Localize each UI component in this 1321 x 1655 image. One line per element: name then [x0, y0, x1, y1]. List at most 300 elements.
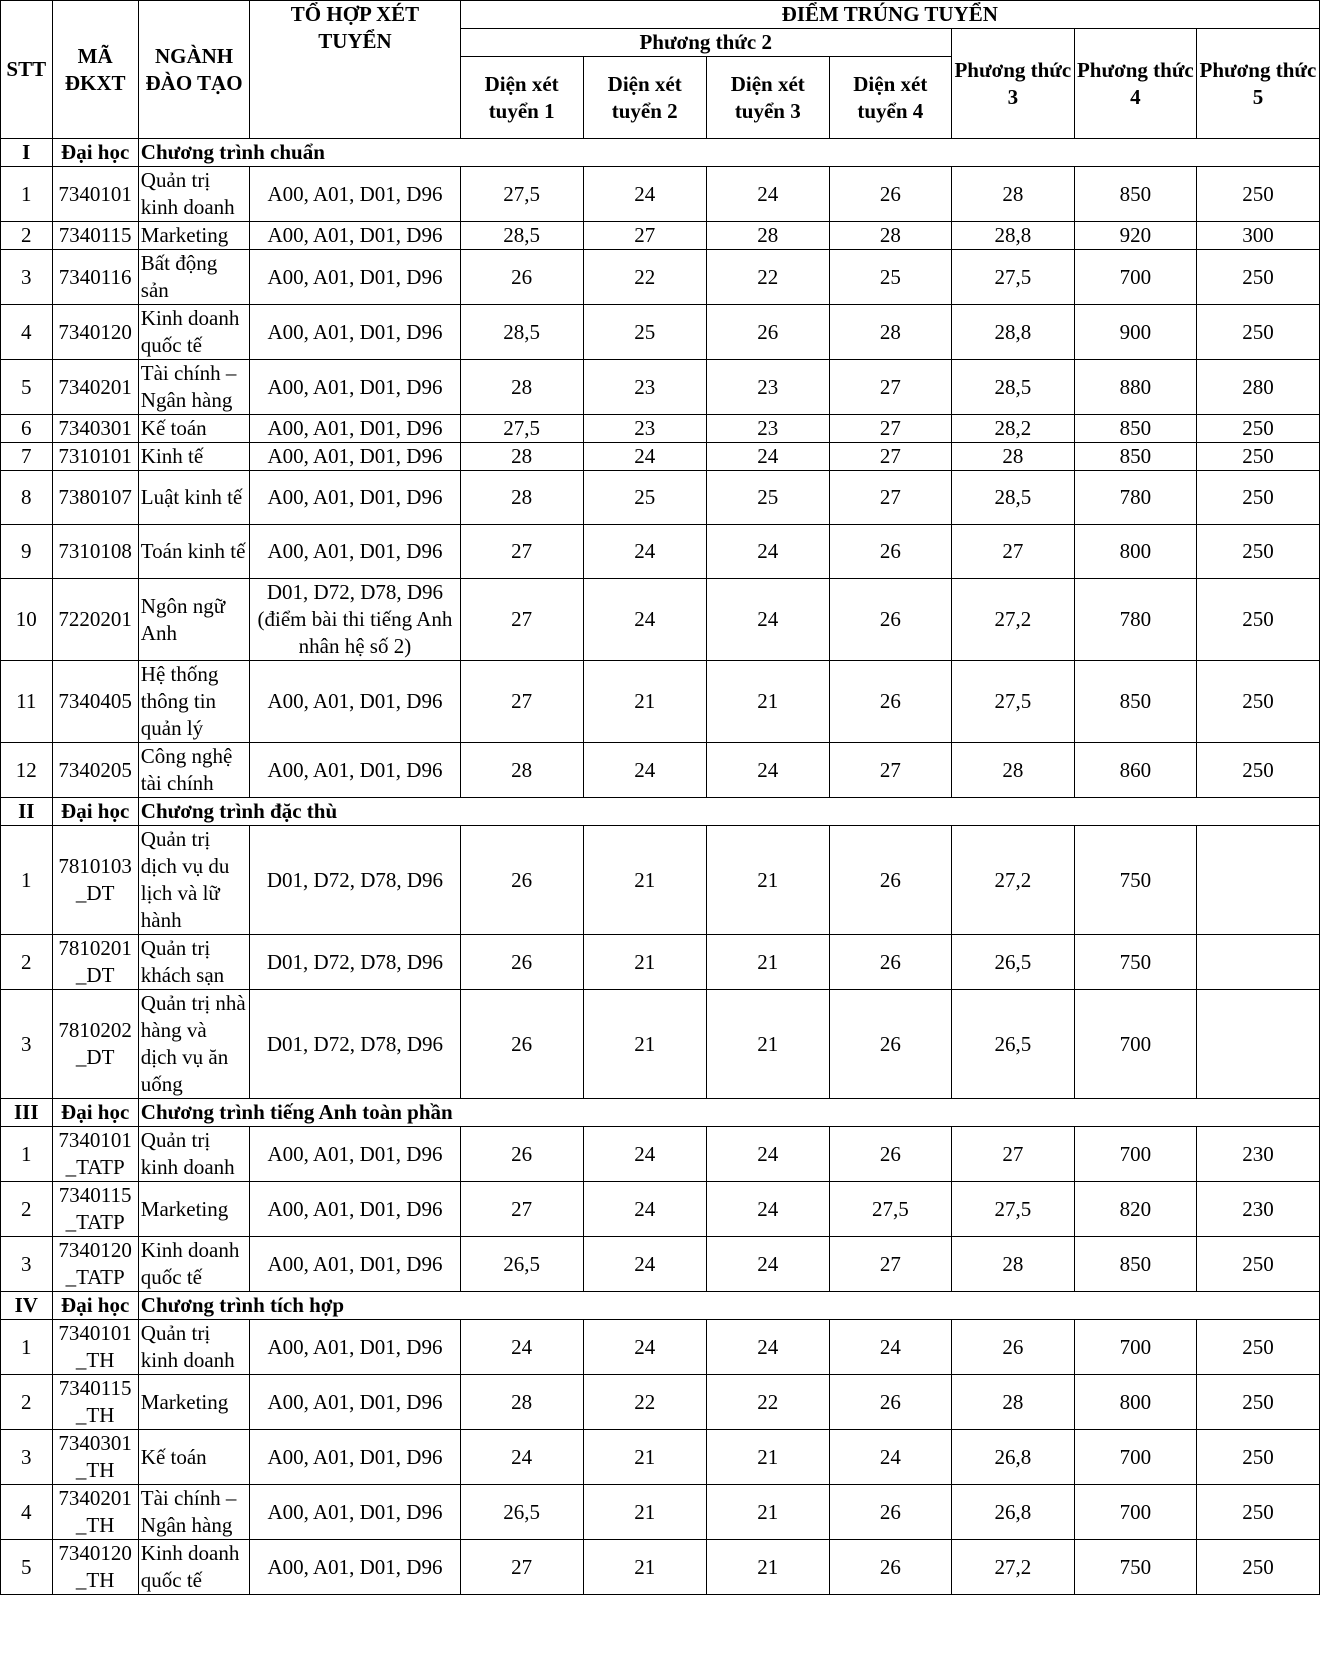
- cell-d1: 28,5: [460, 305, 583, 360]
- cell-stt: 10: [1, 579, 53, 661]
- table-row: [1, 743, 1320, 798]
- cell-stt: 1: [1, 826, 53, 935]
- cell-p5: 250: [1196, 1430, 1319, 1485]
- cell-ma: 7340201 _TH: [52, 1485, 138, 1540]
- cell-p3: 27: [951, 525, 1074, 579]
- cell-stt: 9: [1, 525, 53, 579]
- cell-tohop: D01, D72, D78, D96: [250, 990, 460, 1099]
- header-phuong-thuc-4: Phương thức 4: [1074, 29, 1196, 139]
- cell-p5: 250: [1196, 579, 1319, 661]
- cell-ma: 7810202 _DT: [52, 990, 138, 1099]
- section-number: III: [1, 1099, 53, 1127]
- cell-d3: 24: [706, 1182, 829, 1237]
- cell-tohop: A00, A01, D01, D96: [250, 1485, 460, 1540]
- header-phuong-thuc-2: Phương thức 2: [460, 29, 951, 57]
- cell-p3: 27,2: [951, 579, 1074, 661]
- cell-d3: 21: [706, 1430, 829, 1485]
- cell-p3: 27: [951, 1127, 1074, 1182]
- cell-nganh: Toán kinh tế: [138, 525, 249, 579]
- cell-d1: 27: [460, 1182, 583, 1237]
- table-row: [1, 1430, 1320, 1485]
- cell-p3: 28: [951, 443, 1074, 471]
- cell-p4: 850: [1074, 443, 1196, 471]
- section-number: IV: [1, 1292, 53, 1320]
- cell-p5: 250: [1196, 1320, 1319, 1375]
- cell-d2: 24: [583, 525, 706, 579]
- section-number: II: [1, 798, 53, 826]
- cell-p5: 300: [1196, 222, 1319, 250]
- cell-tohop: A00, A01, D01, D96: [250, 1127, 460, 1182]
- cell-tohop: A00, A01, D01, D96: [250, 167, 460, 222]
- cell-p5: 250: [1196, 1237, 1319, 1292]
- cell-d1: 26: [460, 826, 583, 935]
- cell-d4: 26: [829, 1127, 951, 1182]
- cell-p4: 700: [1074, 1320, 1196, 1375]
- table-row: [1, 443, 1320, 471]
- cell-p4: 700: [1074, 990, 1196, 1099]
- cell-ma: 7810103 _DT: [52, 826, 138, 935]
- cell-d4: 27: [829, 443, 951, 471]
- table-row: [1, 360, 1320, 415]
- cell-d1: 26: [460, 990, 583, 1099]
- cell-tohop: D01, D72, D78, D96 (điểm bài thi tiếng Anh nhân hệ số 2): [250, 579, 460, 661]
- cell-p3: 27,5: [951, 250, 1074, 305]
- cell-p5: 250: [1196, 1375, 1319, 1430]
- header-phuong-thuc-5: Phương thức 5: [1196, 29, 1319, 139]
- cell-p3: 28,5: [951, 360, 1074, 415]
- cell-p4: 850: [1074, 1237, 1196, 1292]
- cell-d2: 24: [583, 1127, 706, 1182]
- cell-d2: 21: [583, 661, 706, 743]
- table-body: [1, 139, 1320, 1595]
- cell-p5: 250: [1196, 661, 1319, 743]
- cell-d2: 21: [583, 1430, 706, 1485]
- cell-ma: 7340115: [52, 222, 138, 250]
- cell-p3: 26,8: [951, 1485, 1074, 1540]
- cell-d4: 28: [829, 305, 951, 360]
- cell-d2: 24: [583, 167, 706, 222]
- cell-ma: 7340120: [52, 305, 138, 360]
- cell-tohop: A00, A01, D01, D96: [250, 305, 460, 360]
- cell-ma: 7340201: [52, 360, 138, 415]
- cell-p3: 26: [951, 1320, 1074, 1375]
- cell-p4: 850: [1074, 167, 1196, 222]
- cell-stt: 7: [1, 443, 53, 471]
- cell-d1: 28: [460, 471, 583, 525]
- section-row: [1, 798, 1320, 826]
- cell-d2: 25: [583, 471, 706, 525]
- cell-d4: 26: [829, 661, 951, 743]
- section-title: Chương trình đặc thù: [138, 798, 1319, 826]
- cell-d3: 24: [706, 579, 829, 661]
- table-row: [1, 661, 1320, 743]
- section-level: Đại học: [52, 1292, 138, 1320]
- cell-tohop: A00, A01, D01, D96: [250, 415, 460, 443]
- cell-d2: 24: [583, 1320, 706, 1375]
- cell-d2: 24: [583, 1182, 706, 1237]
- cell-stt: 4: [1, 305, 53, 360]
- cell-d2: 21: [583, 1540, 706, 1595]
- cell-p4: 920: [1074, 222, 1196, 250]
- cell-p5: 250: [1196, 471, 1319, 525]
- cell-ma: 7380107: [52, 471, 138, 525]
- table-row: [1, 222, 1320, 250]
- cell-ma: 7340120 _TATP: [52, 1237, 138, 1292]
- cell-p3: 28,8: [951, 305, 1074, 360]
- cell-d1: 28,5: [460, 222, 583, 250]
- cell-p4: 820: [1074, 1182, 1196, 1237]
- table-row: [1, 471, 1320, 525]
- cell-d3: 21: [706, 826, 829, 935]
- cell-nganh: Kinh doanh quốc tế: [138, 1237, 249, 1292]
- cell-d4: 28: [829, 222, 951, 250]
- cell-ma: 7340116: [52, 250, 138, 305]
- table-row: [1, 1127, 1320, 1182]
- cell-d4: 26: [829, 1485, 951, 1540]
- cell-d3: 24: [706, 1127, 829, 1182]
- cell-nganh: Kế toán: [138, 1430, 249, 1485]
- section-row: [1, 139, 1320, 167]
- cell-tohop: A00, A01, D01, D96: [250, 743, 460, 798]
- cell-d4: 24: [829, 1320, 951, 1375]
- header-dien-xet-tuyen-4: Diện xét tuyển 4: [829, 57, 951, 139]
- cell-nganh: Quản trị kinh doanh: [138, 167, 249, 222]
- cell-d3: 28: [706, 222, 829, 250]
- cell-d3: 22: [706, 1375, 829, 1430]
- table-row: [1, 305, 1320, 360]
- section-row: [1, 1099, 1320, 1127]
- cell-d1: 28: [460, 743, 583, 798]
- section-level: Đại học: [52, 1099, 138, 1127]
- cell-tohop: A00, A01, D01, D96: [250, 222, 460, 250]
- cell-stt: 2: [1, 222, 53, 250]
- cell-d1: 27: [460, 579, 583, 661]
- table-row: [1, 1237, 1320, 1292]
- cell-d2: 21: [583, 826, 706, 935]
- cell-d1: 24: [460, 1320, 583, 1375]
- cell-d3: 23: [706, 415, 829, 443]
- cell-ma: 7340120 _TH: [52, 1540, 138, 1595]
- section-title: Chương trình tích hợp: [138, 1292, 1319, 1320]
- cell-nganh: Marketing: [138, 1182, 249, 1237]
- cell-p4: 700: [1074, 1485, 1196, 1540]
- cell-d1: 26,5: [460, 1237, 583, 1292]
- cell-stt: 1: [1, 1320, 53, 1375]
- cell-d1: 27: [460, 661, 583, 743]
- cell-ma: 7810201 _DT: [52, 935, 138, 990]
- cell-p4: 750: [1074, 1540, 1196, 1595]
- cell-ma: 7340115 _TATP: [52, 1182, 138, 1237]
- cell-d4: 26: [829, 826, 951, 935]
- cell-d1: 27: [460, 1540, 583, 1595]
- cell-tohop: D01, D72, D78, D96: [250, 935, 460, 990]
- cell-nganh: Quản trị nhà hàng và dịch vụ ăn uống: [138, 990, 249, 1099]
- cell-d1: 26: [460, 935, 583, 990]
- cell-stt: 8: [1, 471, 53, 525]
- table-row: [1, 935, 1320, 990]
- cell-p4: 860: [1074, 743, 1196, 798]
- cell-ma: 7340101 _TATP: [52, 1127, 138, 1182]
- table-row: [1, 167, 1320, 222]
- cell-d1: 26: [460, 250, 583, 305]
- cell-nganh: Quản trị kinh doanh: [138, 1127, 249, 1182]
- cell-d1: 26,5: [460, 1485, 583, 1540]
- cell-tohop: A00, A01, D01, D96: [250, 250, 460, 305]
- cell-stt: 2: [1, 1182, 53, 1237]
- cell-nganh: Kinh doanh quốc tế: [138, 305, 249, 360]
- cell-p3: 26,5: [951, 990, 1074, 1099]
- cell-d4: 24: [829, 1430, 951, 1485]
- table-row: [1, 1320, 1320, 1375]
- cell-stt: 1: [1, 167, 53, 222]
- cell-ma: 7340301 _TH: [52, 1430, 138, 1485]
- cell-ma: 7340101 _TH: [52, 1320, 138, 1375]
- cell-d4: 27: [829, 471, 951, 525]
- cell-stt: 6: [1, 415, 53, 443]
- cell-ma: 7340115 _TH: [52, 1375, 138, 1430]
- cell-d4: 26: [829, 525, 951, 579]
- cell-d4: 27: [829, 1237, 951, 1292]
- cell-p5: 280: [1196, 360, 1319, 415]
- cell-nganh: Quản trị kinh doanh: [138, 1320, 249, 1375]
- section-number: I: [1, 139, 53, 167]
- cell-p4: 700: [1074, 1430, 1196, 1485]
- table-row: [1, 826, 1320, 935]
- cell-p4: 700: [1074, 250, 1196, 305]
- cell-d2: 27: [583, 222, 706, 250]
- cell-d3: 24: [706, 525, 829, 579]
- cell-p4: 900: [1074, 305, 1196, 360]
- cell-stt: 5: [1, 360, 53, 415]
- cell-ma: 7340205: [52, 743, 138, 798]
- cell-d3: 21: [706, 661, 829, 743]
- table-row: [1, 1375, 1320, 1430]
- cell-p5: 250: [1196, 443, 1319, 471]
- cell-nganh: Kinh tế: [138, 443, 249, 471]
- cell-d2: 24: [583, 443, 706, 471]
- cell-d1: 27: [460, 525, 583, 579]
- section-title: Chương trình tiếng Anh toàn phần: [138, 1099, 1319, 1127]
- cell-d2: 24: [583, 743, 706, 798]
- cell-nganh: Luật kinh tế: [138, 471, 249, 525]
- cell-tohop: A00, A01, D01, D96: [250, 1540, 460, 1595]
- cell-ma: 7310108: [52, 525, 138, 579]
- cell-tohop: A00, A01, D01, D96: [250, 1430, 460, 1485]
- cell-p4: 800: [1074, 1375, 1196, 1430]
- cell-stt: 2: [1, 935, 53, 990]
- cell-d4: 26: [829, 990, 951, 1099]
- cell-tohop: A00, A01, D01, D96: [250, 1182, 460, 1237]
- cell-d3: 24: [706, 1320, 829, 1375]
- cell-d4: 26: [829, 579, 951, 661]
- cell-nganh: Quản trị dịch vụ du lịch và lữ hành: [138, 826, 249, 935]
- cell-d4: 27,5: [829, 1182, 951, 1237]
- cell-nganh: Ngôn ngữ Anh: [138, 579, 249, 661]
- cell-stt: 3: [1, 1237, 53, 1292]
- cell-p3: 27,5: [951, 661, 1074, 743]
- cell-p3: 27,5: [951, 1182, 1074, 1237]
- cell-p4: 850: [1074, 415, 1196, 443]
- cell-p3: 28,8: [951, 222, 1074, 250]
- cell-d3: 25: [706, 471, 829, 525]
- cell-d1: 24: [460, 1430, 583, 1485]
- cell-tohop: A00, A01, D01, D96: [250, 1237, 460, 1292]
- cell-stt: 2: [1, 1375, 53, 1430]
- cell-tohop: A00, A01, D01, D96: [250, 661, 460, 743]
- cell-ma: 7310101: [52, 443, 138, 471]
- cell-nganh: Tài chính – Ngân hàng: [138, 1485, 249, 1540]
- cell-p3: 28,2: [951, 415, 1074, 443]
- cell-p3: 28,5: [951, 471, 1074, 525]
- cell-ma: 7220201: [52, 579, 138, 661]
- cell-p4: 850: [1074, 661, 1196, 743]
- cell-p3: 26,5: [951, 935, 1074, 990]
- table-row: [1, 990, 1320, 1099]
- header-dien-xet-tuyen-2: Diện xét tuyển 2: [583, 57, 706, 139]
- cell-p4: 880: [1074, 360, 1196, 415]
- cell-d4: 26: [829, 1540, 951, 1595]
- cell-ma: 7340101: [52, 167, 138, 222]
- cell-stt: 1: [1, 1127, 53, 1182]
- cell-tohop: A00, A01, D01, D96: [250, 360, 460, 415]
- cell-d2: 22: [583, 250, 706, 305]
- table-row: [1, 525, 1320, 579]
- cell-p3: 27,2: [951, 826, 1074, 935]
- cell-d4: 25: [829, 250, 951, 305]
- cell-d2: 23: [583, 415, 706, 443]
- cell-nganh: Hệ thống thông tin quản lý: [138, 661, 249, 743]
- cell-tohop: A00, A01, D01, D96: [250, 443, 460, 471]
- cell-tohop: A00, A01, D01, D96: [250, 1320, 460, 1375]
- header-dien-xet-tuyen-1: Diện xét tuyển 1: [460, 57, 583, 139]
- cell-d3: 21: [706, 990, 829, 1099]
- cell-p5: [1196, 990, 1319, 1099]
- cell-p5: 250: [1196, 305, 1319, 360]
- cell-p3: 26,8: [951, 1430, 1074, 1485]
- header-dien-xet-tuyen-3: Diện xét tuyển 3: [706, 57, 829, 139]
- cell-d3: 26: [706, 305, 829, 360]
- cell-p5: 250: [1196, 743, 1319, 798]
- cell-d4: 26: [829, 167, 951, 222]
- cell-stt: 5: [1, 1540, 53, 1595]
- cell-p5: 230: [1196, 1127, 1319, 1182]
- cell-d2: 21: [583, 935, 706, 990]
- cell-stt: 3: [1, 1430, 53, 1485]
- cell-tohop: A00, A01, D01, D96: [250, 1375, 460, 1430]
- cell-d1: 26: [460, 1127, 583, 1182]
- cell-d2: 21: [583, 1485, 706, 1540]
- cell-p4: 780: [1074, 579, 1196, 661]
- cell-d2: 24: [583, 579, 706, 661]
- cell-p5: 250: [1196, 525, 1319, 579]
- cell-p3: 28: [951, 1237, 1074, 1292]
- cell-d1: 28: [460, 360, 583, 415]
- cell-nganh: Kế toán: [138, 415, 249, 443]
- cell-p3: 28: [951, 1375, 1074, 1430]
- cell-d4: 26: [829, 935, 951, 990]
- section-title: Chương trình chuẩn: [138, 139, 1319, 167]
- cell-p3: 28: [951, 743, 1074, 798]
- cell-ma: 7340405: [52, 661, 138, 743]
- cell-p5: 250: [1196, 250, 1319, 305]
- section-level: Đại học: [52, 798, 138, 826]
- cell-p5: 250: [1196, 1540, 1319, 1595]
- header-stt: STT: [1, 1, 53, 139]
- cell-p5: [1196, 935, 1319, 990]
- cell-stt: 11: [1, 661, 53, 743]
- cell-d3: 22: [706, 250, 829, 305]
- cell-d2: 24: [583, 1237, 706, 1292]
- table-row: [1, 579, 1320, 661]
- cell-d3: 23: [706, 360, 829, 415]
- cell-d3: 21: [706, 1540, 829, 1595]
- cell-p5: [1196, 826, 1319, 935]
- header-phuong-thuc-3: Phương thức 3: [951, 29, 1074, 139]
- cell-d2: 25: [583, 305, 706, 360]
- cell-p4: 700: [1074, 1127, 1196, 1182]
- cell-nganh: Kinh doanh quốc tế: [138, 1540, 249, 1595]
- header-diem-trung-tuyen: ĐIỂM TRÚNG TUYỂN: [460, 1, 1319, 29]
- cell-p3: 28: [951, 167, 1074, 222]
- cell-p5: 250: [1196, 1485, 1319, 1540]
- header-nganh: NGÀNH ĐÀO TẠO: [138, 1, 249, 139]
- cell-d3: 24: [706, 1237, 829, 1292]
- cell-tohop: A00, A01, D01, D96: [250, 525, 460, 579]
- cell-d1: 28: [460, 1375, 583, 1430]
- cell-d2: 23: [583, 360, 706, 415]
- cell-nganh: Marketing: [138, 222, 249, 250]
- cell-d3: 24: [706, 443, 829, 471]
- cell-nganh: Marketing: [138, 1375, 249, 1430]
- section-level: Đại học: [52, 139, 138, 167]
- cell-p4: 750: [1074, 826, 1196, 935]
- cell-stt: 3: [1, 990, 53, 1099]
- cell-d3: 21: [706, 935, 829, 990]
- cell-nganh: Quản trị khách sạn: [138, 935, 249, 990]
- table-row: [1, 250, 1320, 305]
- table-row: [1, 1182, 1320, 1237]
- cell-stt: 12: [1, 743, 53, 798]
- cell-p4: 800: [1074, 525, 1196, 579]
- cell-stt: 4: [1, 1485, 53, 1540]
- table-row: [1, 1485, 1320, 1540]
- cell-d3: 24: [706, 743, 829, 798]
- cell-p4: 750: [1074, 935, 1196, 990]
- cell-d3: 21: [706, 1485, 829, 1540]
- cell-ma: 7340301: [52, 415, 138, 443]
- cell-d1: 28: [460, 443, 583, 471]
- cell-d4: 27: [829, 360, 951, 415]
- cell-d4: 26: [829, 1375, 951, 1430]
- cell-stt: 3: [1, 250, 53, 305]
- cell-nganh: Công nghệ tài chính: [138, 743, 249, 798]
- cell-p4: 780: [1074, 471, 1196, 525]
- table-row: [1, 415, 1320, 443]
- header-tohop: TỔ HỢP XÉT TUYỂN: [250, 1, 460, 139]
- cell-p3: 27,2: [951, 1540, 1074, 1595]
- cell-p5: 230: [1196, 1182, 1319, 1237]
- cell-d3: 24: [706, 167, 829, 222]
- cell-nganh: Tài chính – Ngân hàng: [138, 360, 249, 415]
- cell-d4: 27: [829, 415, 951, 443]
- cell-d2: 21: [583, 990, 706, 1099]
- cell-p5: 250: [1196, 415, 1319, 443]
- cell-d1: 27,5: [460, 167, 583, 222]
- cell-d2: 22: [583, 1375, 706, 1430]
- cell-p5: 250: [1196, 167, 1319, 222]
- cell-tohop: D01, D72, D78, D96: [250, 826, 460, 935]
- cell-tohop: A00, A01, D01, D96: [250, 471, 460, 525]
